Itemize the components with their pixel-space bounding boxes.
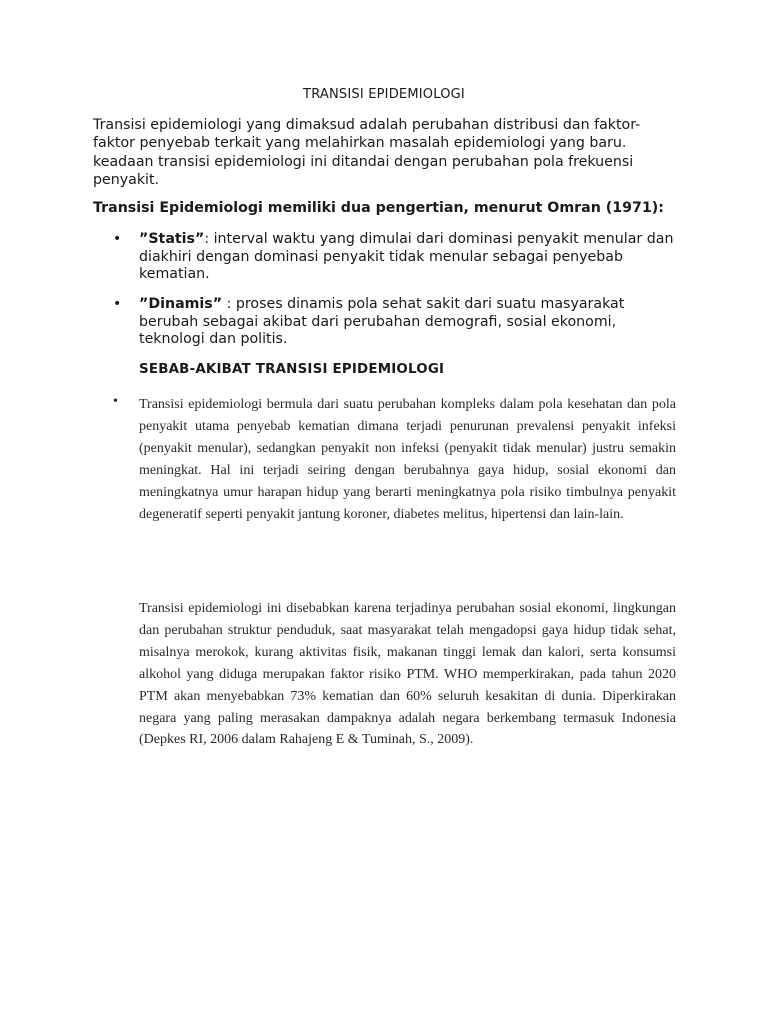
definition-list-item bbox=[93, 231, 683, 284]
definition-term: ”Dinamis” bbox=[139, 296, 223, 312]
definition-heading: Transisi Epidemiologi memiliki dua pengertian, menurut Omran (1971): bbox=[93, 200, 664, 216]
effect-paragraph: Transisi epidemiologi ini disebabkan karena terjadinya perubahan sosial ekonomi, lingkungan dan perubahan struktur penduduk, saat masyarakat telah mengadopsi gaya hidup tidak sehat, misalnya merokok, kurang aktivitas fisik, makanan tinggi lemak dan kalori, serta konsumsi alkohol yang diduga merupakan faktor risiko PTM. WHO memperkirakan, pada tahun 2020 PTM akan menyebabkan 73% kematian dan 60% seluruh kesakitan di dunia. Diperkirakan negara yang paling merasakan dampaknya adalah negara berkembang termasuk Indonesia (Depkes RI, 2006 dalam Rahajeng E & Tuminah, S., 2009). bbox=[139, 601, 676, 748]
cause-paragraph: Transisi epidemiologi bermula dari suatu perubahan kompleks dalam pola kesehatan dan pola penyakit utama penyebab kematian dimana terjadi penurunan prevalensi penyakit infeksi (penyakit menular), sedangkan penyakit non infeksi (penyakit tidak menular) justru semakin meningkat. Hal ini terjadi seiring dengan berubahnya gaya hidup, sosial ekonomi dan meningkatnya umur harapan hidup yang berarti meningkatnya pola risiko timbulnya penyakit degeneratif seperti penyakit jantung koroner, diabetes melitus, hipertensi dan lain-lain. bbox=[139, 397, 676, 522]
definition-body: : proses dinamis pola sehat sakit dari suatu masyarakat berubah sebagai akibat dari perubahan demografi, sosial ekonomi, teknologi dan politis. bbox=[139, 296, 625, 348]
definition-text bbox=[139, 231, 683, 284]
bullet-icon: • bbox=[113, 394, 118, 409]
definition-body: : interval waktu yang dimulai dari dominasi penyakit menular dan diakhiri dengan dominasi penyakit tidak menular sebagai penyebab kematian. bbox=[139, 231, 674, 283]
cause-list-item bbox=[93, 394, 676, 525]
definition-term: ”Statis” bbox=[139, 231, 205, 247]
definition-text bbox=[139, 296, 683, 349]
section-heading: SEBAB-AKIBAT TRANSISI EPIDEMIOLOGI bbox=[139, 362, 445, 377]
definition-list-item bbox=[93, 296, 683, 349]
bullet-icon: • bbox=[113, 296, 122, 312]
document-title: TRANSISI EPIDEMIOLOGI bbox=[303, 87, 465, 102]
bullet-icon: • bbox=[113, 231, 122, 247]
intro-paragraph: Transisi epidemiologi yang dimaksud adalah perubahan distribusi dan faktor-faktor penyebab terkait yang melahirkan masalah epidemiologi yang baru. keadaan transisi epidemiologi ini ditandai dengan perubahan pola frekuensi penyakit. bbox=[93, 117, 641, 189]
